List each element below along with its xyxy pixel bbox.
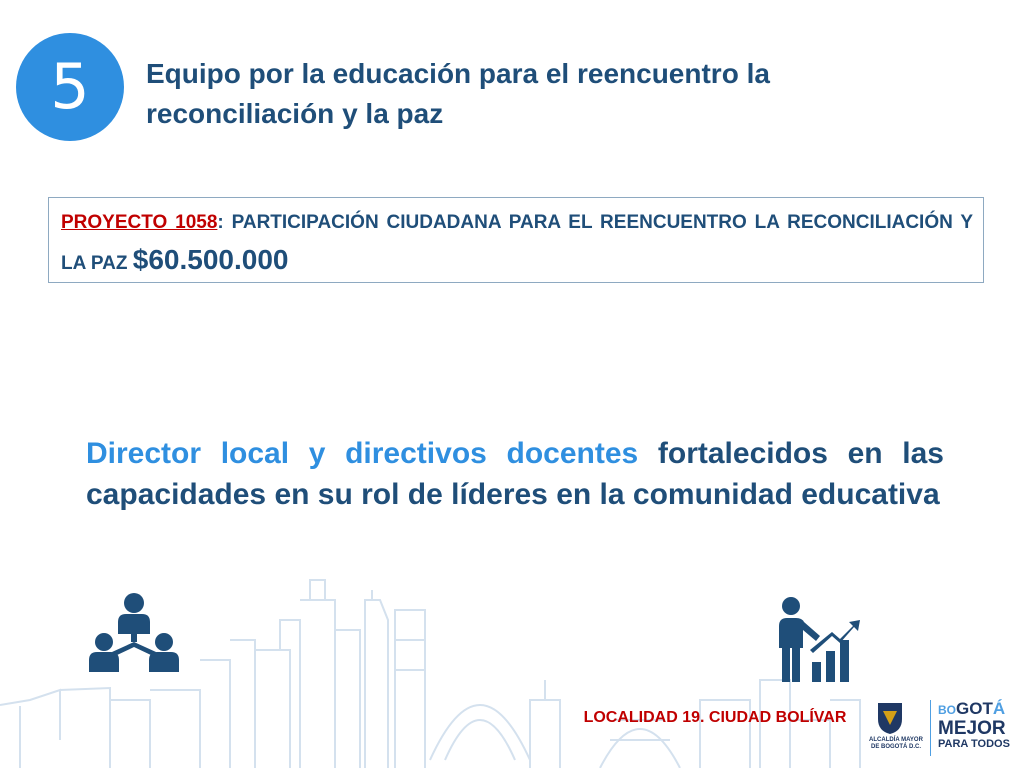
presenter-growth-chart-icon <box>774 596 860 684</box>
section-title <box>146 54 966 134</box>
project-box <box>48 197 984 283</box>
project-name: PARTICIPACIÓN CIUDADANA PARA EL REENCUENTRO LA RECONCILIACIÓN Y LA PAZ <box>61 212 974 274</box>
bogota-crest-icon <box>876 701 904 735</box>
project-amount: $60.500.000 <box>132 244 289 275</box>
brand-prefix: BO <box>938 703 956 717</box>
project-label-colon: : <box>217 212 224 233</box>
section-title-line-2: reconciliación y la paz <box>146 98 444 129</box>
description-rest: fortalecidos en las capacidades en su rol de líderes en la comunidad educativa <box>86 437 944 511</box>
project-label: PROYECTO 1058 <box>61 212 218 233</box>
team-hierarchy-icon <box>88 592 180 672</box>
description-highlight: Director local y directivos docentes <box>86 437 639 470</box>
footer-divider <box>930 700 931 756</box>
brand-line-3: PARA TODOS <box>938 738 1010 750</box>
section-title-line-1: Equipo por la educación para el reencuentro la <box>146 58 770 89</box>
crest-caption <box>864 737 928 751</box>
brand-line-2: MEJOR <box>938 718 1006 739</box>
brand-accent: Á <box>992 699 1006 718</box>
footer-locality: LOCALIDAD 19. CIUDAD BOLÍVAR <box>583 709 847 726</box>
section-number-badge: 5 <box>16 33 124 141</box>
crest-caption-line-1: ALCALDÍA MAYOR <box>869 737 923 743</box>
brand-mid: GOT <box>956 699 993 718</box>
description-text <box>86 433 944 515</box>
bogota-mejor-logo <box>938 700 1020 750</box>
crest-caption-line-2: DE BOGOTÁ D.C. <box>870 744 921 750</box>
